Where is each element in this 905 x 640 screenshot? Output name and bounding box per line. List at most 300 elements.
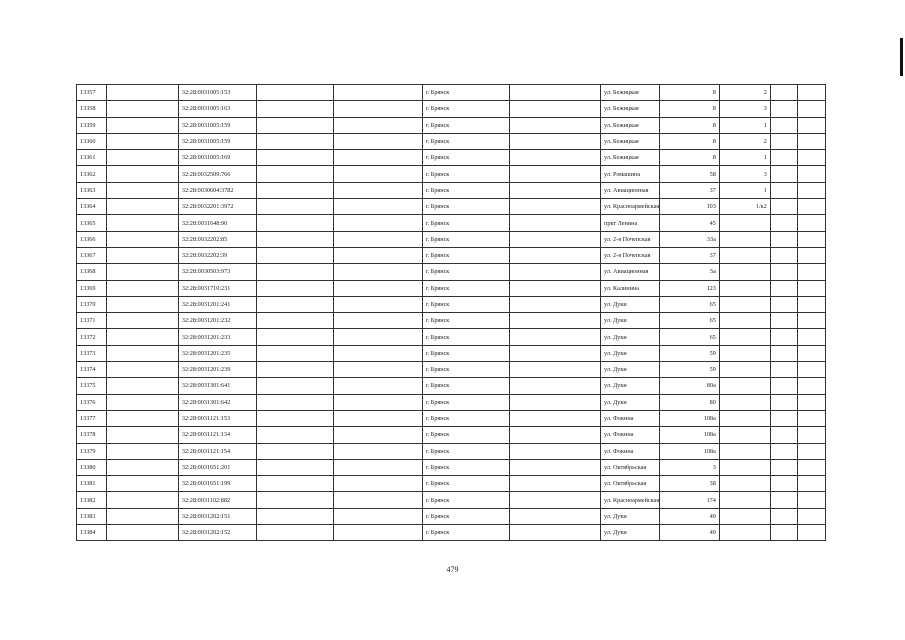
table-row (77, 525, 826, 541)
empty-cell (770, 492, 798, 508)
empty-cell (770, 182, 798, 198)
empty-cell (333, 508, 422, 524)
apartment-cell (719, 362, 770, 378)
empty-cell (770, 476, 798, 492)
empty-cell (798, 459, 826, 475)
empty-cell (770, 459, 798, 475)
house-number-cell: 8 (660, 85, 719, 101)
empty-cell (798, 443, 826, 459)
empty-cell (770, 133, 798, 149)
cadastral-number-cell: 32:28:0031005:159 (178, 117, 257, 133)
empty-cell (770, 280, 798, 296)
empty-cell (770, 394, 798, 410)
street-cell: ул. Бежицкая (601, 150, 660, 166)
empty-cell (257, 150, 333, 166)
empty-cell (770, 199, 798, 215)
apartment-cell (719, 492, 770, 508)
street-cell: ул. Дуки (601, 329, 660, 345)
empty-cell (257, 329, 333, 345)
street-cell: ул. Бежицкая (601, 101, 660, 117)
table-row (77, 85, 826, 101)
street-cell: ул. Дуки (601, 378, 660, 394)
street-cell: ул. Авиационная (601, 264, 660, 280)
empty-cell (333, 410, 422, 426)
empty-cell (106, 525, 178, 541)
empty-cell (509, 427, 600, 443)
empty-cell (798, 101, 826, 117)
house-number-cell: 59 (660, 362, 719, 378)
street-cell: ул. Бежицкая (601, 133, 660, 149)
empty-cell (509, 476, 600, 492)
street-cell: ул. Калинина (601, 280, 660, 296)
table-row (77, 231, 826, 247)
street-cell: ул. 2-я Почепская (601, 231, 660, 247)
cadastral-number-cell: 32:28:0031121:153 (178, 410, 257, 426)
street-cell: ул. Бежицкая (601, 85, 660, 101)
empty-cell (106, 280, 178, 296)
empty-cell (798, 280, 826, 296)
empty-cell (770, 345, 798, 361)
table-row (77, 182, 826, 198)
city-cell: г. Брянск (422, 476, 509, 492)
apartment-cell (719, 280, 770, 296)
street-cell: ул. Дуки (601, 394, 660, 410)
street-cell: ул. Фокина (601, 410, 660, 426)
empty-cell (770, 508, 798, 524)
empty-cell (770, 264, 798, 280)
cadastral-number-cell: 32:28:0031301:642 (178, 394, 257, 410)
street-cell: ул. Октябрьская (601, 476, 660, 492)
empty-cell (257, 410, 333, 426)
empty-cell (509, 345, 600, 361)
empty-cell (333, 166, 422, 182)
page-number: 479 (446, 565, 459, 574)
table-row (77, 117, 826, 133)
empty-cell (333, 199, 422, 215)
street-cell: ул. Дуки (601, 313, 660, 329)
empty-cell (257, 378, 333, 394)
apartment-cell (719, 443, 770, 459)
apartment-cell: 2 (719, 85, 770, 101)
table-row (77, 394, 826, 410)
empty-cell (106, 85, 178, 101)
house-number-cell: 59 (660, 345, 719, 361)
empty-cell (257, 182, 333, 198)
house-number-cell: 49 (660, 525, 719, 541)
empty-cell (798, 378, 826, 394)
apartment-cell (719, 264, 770, 280)
empty-cell (798, 182, 826, 198)
cadastral-number-cell: 32:28:0031648:90 (178, 215, 257, 231)
apartment-cell: 1 (719, 150, 770, 166)
row-id-cell: 13369 (77, 280, 107, 296)
house-number-cell: 58 (660, 166, 719, 182)
empty-cell (509, 394, 600, 410)
empty-cell (257, 280, 333, 296)
house-number-cell: 37 (660, 182, 719, 198)
apartment-cell: 1 (719, 182, 770, 198)
apartment-cell: 1 (719, 117, 770, 133)
empty-cell (106, 166, 178, 182)
apartment-cell (719, 394, 770, 410)
row-id-cell: 13379 (77, 443, 107, 459)
street-cell: ул. Фокина (601, 427, 660, 443)
empty-cell (509, 215, 600, 231)
empty-cell (509, 150, 600, 166)
table-row (77, 410, 826, 426)
row-id-cell: 13357 (77, 85, 107, 101)
empty-cell (798, 150, 826, 166)
house-number-cell: 174 (660, 492, 719, 508)
apartment-cell: 3 (719, 166, 770, 182)
cadastral-number-cell: 32:28:0031121:134 (178, 427, 257, 443)
empty-cell (509, 443, 600, 459)
empty-cell (509, 525, 600, 541)
house-number-cell: 103 (660, 199, 719, 215)
table-row (77, 492, 826, 508)
house-number-cell: 65 (660, 313, 719, 329)
empty-cell (333, 459, 422, 475)
cadastral-number-cell: 32:28:0031651:199 (178, 476, 257, 492)
empty-cell (257, 133, 333, 149)
table-row (77, 199, 826, 215)
table-row (77, 345, 826, 361)
empty-cell (257, 476, 333, 492)
row-id-cell: 13360 (77, 133, 107, 149)
empty-cell (106, 215, 178, 231)
empty-cell (798, 166, 826, 182)
empty-cell (798, 247, 826, 263)
empty-cell (798, 231, 826, 247)
table-row (77, 133, 826, 149)
empty-cell (257, 492, 333, 508)
row-id-cell: 13358 (77, 101, 107, 117)
apartment-cell (719, 247, 770, 263)
street-cell: ул. Ромашина (601, 166, 660, 182)
table-row (77, 362, 826, 378)
empty-cell (106, 133, 178, 149)
cadastral-number-cell: 32:28:0031005:169 (178, 150, 257, 166)
city-cell: г. Брянск (422, 313, 509, 329)
city-cell: г. Брянск (422, 101, 509, 117)
street-cell: ул. Красноармейская (601, 492, 660, 508)
apartment-cell (719, 508, 770, 524)
empty-cell (770, 443, 798, 459)
empty-cell (106, 492, 178, 508)
page-edge-mark (900, 38, 903, 76)
house-number-cell: 65 (660, 296, 719, 312)
empty-cell (257, 85, 333, 101)
cadastral-number-cell: 32:28:0032509:766 (178, 166, 257, 182)
row-id-cell: 13372 (77, 329, 107, 345)
empty-cell (106, 101, 178, 117)
row-id-cell: 13366 (77, 231, 107, 247)
empty-cell (798, 345, 826, 361)
empty-cell (798, 476, 826, 492)
empty-cell (257, 525, 333, 541)
empty-cell (106, 231, 178, 247)
row-id-cell: 13378 (77, 427, 107, 443)
house-number-cell: 8 (660, 133, 719, 149)
cadastral-number-cell: 32:28:0031651:201 (178, 459, 257, 475)
empty-cell (257, 313, 333, 329)
table-row (77, 427, 826, 443)
house-number-cell: 38 (660, 476, 719, 492)
house-number-cell: 8 (660, 150, 719, 166)
empty-cell (333, 394, 422, 410)
city-cell: г. Брянск (422, 394, 509, 410)
empty-cell (798, 85, 826, 101)
row-id-cell: 13376 (77, 394, 107, 410)
empty-cell (333, 247, 422, 263)
apartment-cell (719, 313, 770, 329)
empty-cell (257, 101, 333, 117)
street-cell: ул. Октябрьская (601, 459, 660, 475)
empty-cell (509, 329, 600, 345)
empty-cell (770, 166, 798, 182)
empty-cell (333, 150, 422, 166)
empty-cell (106, 345, 178, 361)
empty-cell (798, 427, 826, 443)
city-cell: г. Брянск (422, 215, 509, 231)
empty-cell (106, 394, 178, 410)
empty-cell (509, 264, 600, 280)
empty-cell (257, 231, 333, 247)
street-cell: ул. Дуки (601, 345, 660, 361)
empty-cell (333, 133, 422, 149)
apartment-cell (719, 296, 770, 312)
table-row (77, 166, 826, 182)
empty-cell (770, 378, 798, 394)
empty-cell (333, 101, 422, 117)
empty-cell (798, 117, 826, 133)
empty-cell (509, 85, 600, 101)
empty-cell (106, 476, 178, 492)
empty-cell (333, 231, 422, 247)
table-row (77, 101, 826, 117)
house-number-cell: 123 (660, 280, 719, 296)
empty-cell (770, 410, 798, 426)
empty-cell (106, 247, 178, 263)
empty-cell (333, 215, 422, 231)
house-number-cell: 3 (660, 459, 719, 475)
empty-cell (257, 247, 333, 263)
apartment-cell: 3 (719, 101, 770, 117)
empty-cell (770, 117, 798, 133)
row-id-cell: 13363 (77, 182, 107, 198)
table-row (77, 264, 826, 280)
empty-cell (770, 329, 798, 345)
empty-cell (333, 280, 422, 296)
house-number-cell: 65 (660, 329, 719, 345)
empty-cell (257, 166, 333, 182)
empty-cell (333, 329, 422, 345)
empty-cell (333, 378, 422, 394)
empty-cell (106, 459, 178, 475)
row-id-cell: 13362 (77, 166, 107, 182)
cadastral-number-cell: 32:28:0031005:153 (178, 85, 257, 101)
empty-cell (333, 443, 422, 459)
empty-cell (106, 182, 178, 198)
cadastral-number-cell: 32:28:0031005:159 (178, 133, 257, 149)
empty-cell (798, 264, 826, 280)
row-id-cell: 13367 (77, 247, 107, 263)
empty-cell (770, 150, 798, 166)
city-cell: г. Брянск (422, 247, 509, 263)
cadastral-number-cell: 32:28:0031102:882 (178, 492, 257, 508)
city-cell: г. Брянск (422, 362, 509, 378)
city-cell: г. Брянск (422, 329, 509, 345)
cadastral-number-cell: 32:28:0031201:232 (178, 313, 257, 329)
cadastral-number-cell: 32:28:0031201:239 (178, 362, 257, 378)
house-number-cell: 108а (660, 427, 719, 443)
empty-cell (798, 410, 826, 426)
empty-cell (509, 280, 600, 296)
apartment-cell (719, 378, 770, 394)
empty-cell (509, 117, 600, 133)
empty-cell (106, 296, 178, 312)
row-id-cell: 13381 (77, 476, 107, 492)
house-number-cell: 8 (660, 101, 719, 117)
empty-cell (509, 247, 600, 263)
empty-cell (333, 117, 422, 133)
empty-cell (509, 313, 600, 329)
empty-cell (770, 427, 798, 443)
apartment-cell (719, 215, 770, 231)
apartment-cell: 1/к2 (719, 199, 770, 215)
empty-cell (257, 427, 333, 443)
empty-cell (106, 329, 178, 345)
street-cell: ул. Дуки (601, 525, 660, 541)
row-id-cell: 13368 (77, 264, 107, 280)
empty-cell (106, 508, 178, 524)
empty-cell (257, 443, 333, 459)
cadastral-number-cell: 32:28:0030604:3782 (178, 182, 257, 198)
city-cell: г. Брянск (422, 525, 509, 541)
cadastral-number-cell: 32:28:0031201:235 (178, 345, 257, 361)
empty-cell (106, 264, 178, 280)
empty-cell (509, 362, 600, 378)
table-row (77, 443, 826, 459)
house-number-cell: 49 (660, 508, 719, 524)
city-cell: г. Брянск (422, 378, 509, 394)
empty-cell (798, 492, 826, 508)
empty-cell (509, 133, 600, 149)
row-id-cell: 13384 (77, 525, 107, 541)
empty-cell (257, 345, 333, 361)
house-number-cell: 108а (660, 443, 719, 459)
empty-cell (509, 508, 600, 524)
empty-cell (770, 231, 798, 247)
apartment-cell (719, 231, 770, 247)
house-number-cell: 80 (660, 394, 719, 410)
apartment-cell (719, 345, 770, 361)
city-cell: г. Брянск (422, 199, 509, 215)
row-id-cell: 13382 (77, 492, 107, 508)
cadastral-number-cell: 32:28:0031201:241 (178, 296, 257, 312)
empty-cell (798, 296, 826, 312)
registry-table (76, 84, 826, 541)
empty-cell (257, 199, 333, 215)
street-cell: ул. Дуки (601, 362, 660, 378)
street-cell: ул. Красноармейская (601, 199, 660, 215)
empty-cell (509, 410, 600, 426)
empty-cell (333, 85, 422, 101)
table-row (77, 215, 826, 231)
cadastral-number-cell: 32:28:0031202:151 (178, 508, 257, 524)
apartment-cell (719, 459, 770, 475)
cadastral-number-cell: 32:28:0032202:39 (178, 247, 257, 263)
house-number-cell: 45 (660, 215, 719, 231)
row-id-cell: 13383 (77, 508, 107, 524)
empty-cell (106, 443, 178, 459)
empty-cell (257, 394, 333, 410)
street-cell: ул. 2-я Почепская (601, 247, 660, 263)
city-cell: г. Брянск (422, 427, 509, 443)
house-number-cell: 8 (660, 117, 719, 133)
house-number-cell: 5а (660, 264, 719, 280)
table-row (77, 313, 826, 329)
empty-cell (106, 150, 178, 166)
city-cell: г. Брянск (422, 231, 509, 247)
row-id-cell: 13365 (77, 215, 107, 231)
empty-cell (333, 476, 422, 492)
house-number-cell: 108а (660, 410, 719, 426)
empty-cell (798, 199, 826, 215)
city-cell: г. Брянск (422, 443, 509, 459)
empty-cell (106, 427, 178, 443)
city-cell: г. Брянск (422, 133, 509, 149)
empty-cell (770, 313, 798, 329)
empty-cell (106, 313, 178, 329)
row-id-cell: 13380 (77, 459, 107, 475)
table-row (77, 247, 826, 263)
house-number-cell: 80а (660, 378, 719, 394)
city-cell: г. Брянск (422, 117, 509, 133)
empty-cell (509, 199, 600, 215)
cadastral-number-cell: 32:28:0032201:3972 (178, 199, 257, 215)
empty-cell (770, 247, 798, 263)
empty-cell (509, 492, 600, 508)
city-cell: г. Брянск (422, 345, 509, 361)
registry-body (77, 85, 826, 541)
empty-cell (333, 182, 422, 198)
street-cell: ул. Дуки (601, 296, 660, 312)
empty-cell (509, 231, 600, 247)
row-id-cell: 13375 (77, 378, 107, 394)
empty-cell (798, 362, 826, 378)
row-id-cell: 13377 (77, 410, 107, 426)
city-cell: г. Брянск (422, 459, 509, 475)
empty-cell (798, 329, 826, 345)
street-cell: ул. Фокина (601, 443, 660, 459)
apartment-cell (719, 525, 770, 541)
empty-cell (770, 296, 798, 312)
cadastral-number-cell: 32:28:0031005:163 (178, 101, 257, 117)
empty-cell (509, 378, 600, 394)
empty-cell (257, 296, 333, 312)
row-id-cell: 13373 (77, 345, 107, 361)
empty-cell (333, 492, 422, 508)
row-id-cell: 13359 (77, 117, 107, 133)
table-row (77, 280, 826, 296)
city-cell: г. Брянск (422, 280, 509, 296)
empty-cell (770, 362, 798, 378)
cadastral-number-cell: 32:28:0032202:85 (178, 231, 257, 247)
empty-cell (333, 427, 422, 443)
row-id-cell: 13361 (77, 150, 107, 166)
apartment-cell: 2 (719, 133, 770, 149)
